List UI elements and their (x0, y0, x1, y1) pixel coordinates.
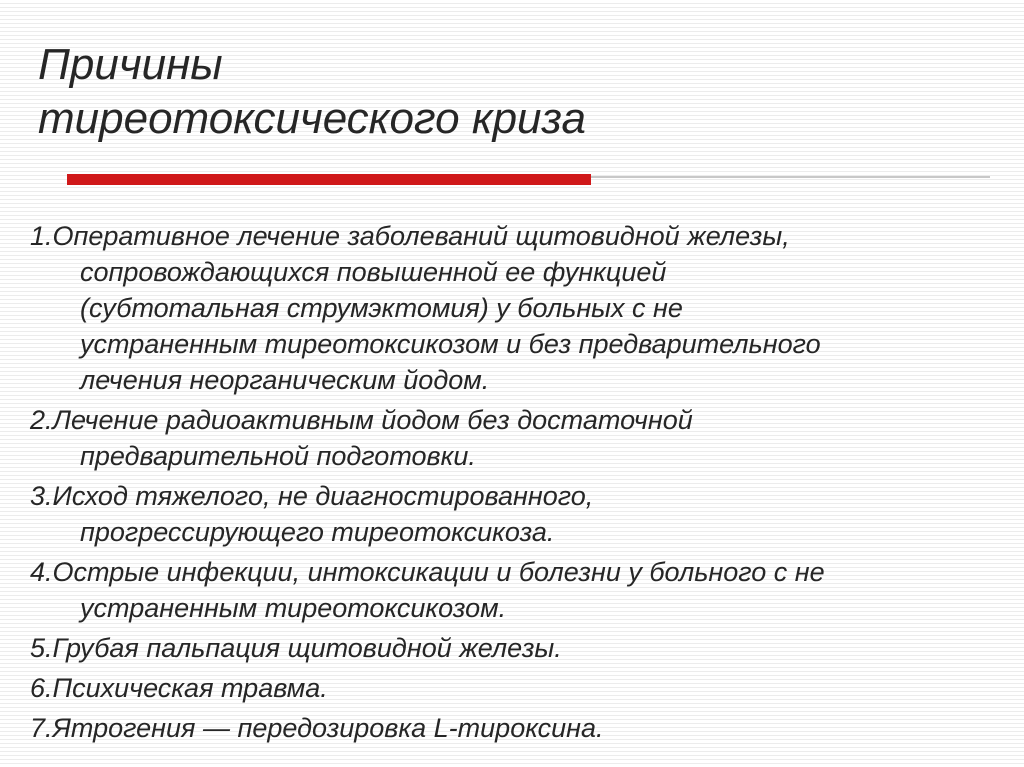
cause-item-5: 5.Грубая пальпация щитовидной железы. (30, 633, 562, 663)
slide-title-line-1: Причины (38, 40, 223, 89)
cause-item-6: 6.Психическая травма. (30, 673, 328, 703)
cause-item-1: 1.Оперативное лечение заболеваний щитовидной железы, сопровождающихся повышенной ее функцией (субтотальная струмэктомия) у больных с не устраненным тиреотоксикозом и без предварительного лечения неорганическим йодом. (30, 221, 821, 395)
slide-title-line-2: тиреотоксического криза (38, 94, 586, 143)
cause-item-2: 2.Лечение радиоактивным йодом без достаточной предварительной подготовки. (30, 405, 693, 471)
accent-bar (67, 174, 591, 185)
cause-item-4: 4.Острые инфекции, интоксикации и болезни у больного с не устраненным тиреотоксикозом. (30, 557, 825, 623)
cause-item-7: 7.Ятрогения — передозировка L-тироксина. (30, 713, 604, 743)
cause-item-3: 3.Исход тяжелого, не диагностированного, прогрессирующего тиреотоксикоза. (30, 481, 594, 547)
causes-list (30, 218, 1005, 750)
